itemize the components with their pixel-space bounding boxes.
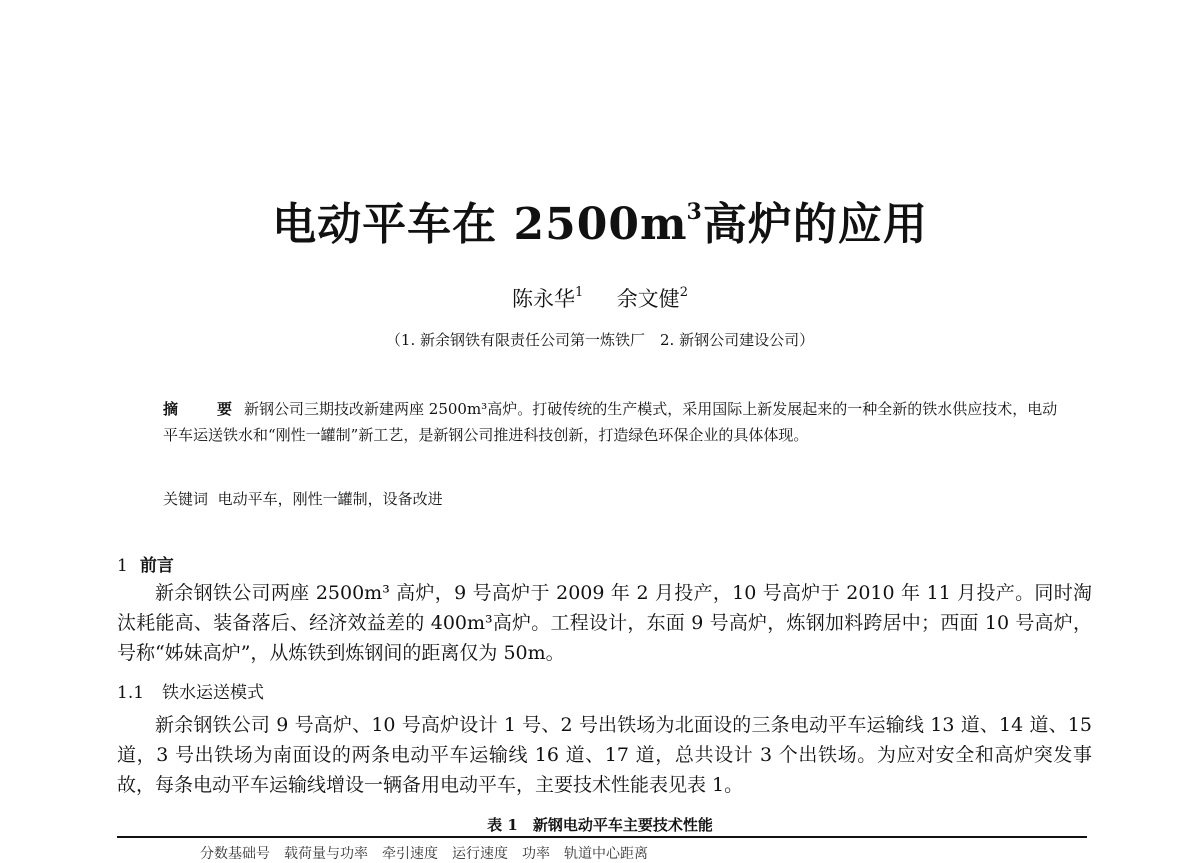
author-affiliations: （1. 新余钢铁有限责任公司第一炼铁厂 2. 新钢公司建设公司） bbox=[385, 331, 815, 349]
subsection-title: 铁水运送模式 bbox=[162, 683, 265, 703]
keywords-label: 关键词 bbox=[163, 490, 209, 508]
abstract-label: 摘 要 bbox=[163, 400, 245, 418]
author-list bbox=[0, 283, 1200, 313]
table-header-row-cutoff: 分数基础号 载荷量与功率 牵引速度 运行速度 功率 轨道中心距离 bbox=[200, 846, 648, 862]
body-paragraph: 新余钢铁公司 9 号高炉、10 号高炉设计 1 号、2 号出铁场为北面设的三条电动平车运输线 13 道、14 道、15 道，3 号出铁场为南面设的两条电动平车运输线 16 道、17 道，总共设计 3 个出铁场。为应对安全和高炉突发事故，每条电动平车运输线增设一辆备用电动平车，主要技术性能表见表 1。 bbox=[117, 714, 1092, 796]
subsection-heading bbox=[117, 678, 264, 703]
body-paragraph: 新余钢铁公司两座 2500m³ 高炉，9 号高炉于 2009 年 2 月投产，10 号高炉于 2010 年 11 月投产。同时淘汰耗能高、装备落后、经济效益差的 400m³高炉。工程设计，东面 9 号高炉，炼钢加料跨居中；西面 10 号高炉，号称“姊妹高炉”，从炼铁到炼钢间的距离仅为 50m。 bbox=[117, 582, 1092, 664]
table-top-rule bbox=[117, 836, 1087, 838]
author-affiliation-mark: 1 bbox=[575, 285, 584, 300]
section-title: 前言 bbox=[139, 556, 174, 576]
author-name: 陈永华 bbox=[512, 287, 576, 311]
author-affiliation-mark: 2 bbox=[679, 285, 688, 300]
table-caption: 表 1 新钢电动平车主要技术性能 bbox=[487, 816, 713, 834]
paper-title: 电动平车在 $2500m^3$高炉的应用 bbox=[272, 199, 928, 250]
abstract bbox=[163, 396, 1063, 448]
section-heading bbox=[117, 551, 174, 576]
section-number: 1 bbox=[117, 556, 128, 576]
abstract-text: 新钢公司三期技改新建两座 2500m³高炉。打破传统的生产模式，采用国际上新发展起来的一种全新的铁水供应技术，电动平车运送铁水和“刚性一罐制”新工艺，是新钢公司推进科技创新，打造绿色环保企业的具体体现。 bbox=[163, 400, 1058, 444]
keywords-text: 电动平车，刚性一罐制，设备改进 bbox=[217, 490, 443, 508]
author-name: 余文健 bbox=[616, 287, 680, 311]
subsection-number: 1.1 bbox=[117, 683, 145, 703]
keywords bbox=[163, 486, 1063, 512]
